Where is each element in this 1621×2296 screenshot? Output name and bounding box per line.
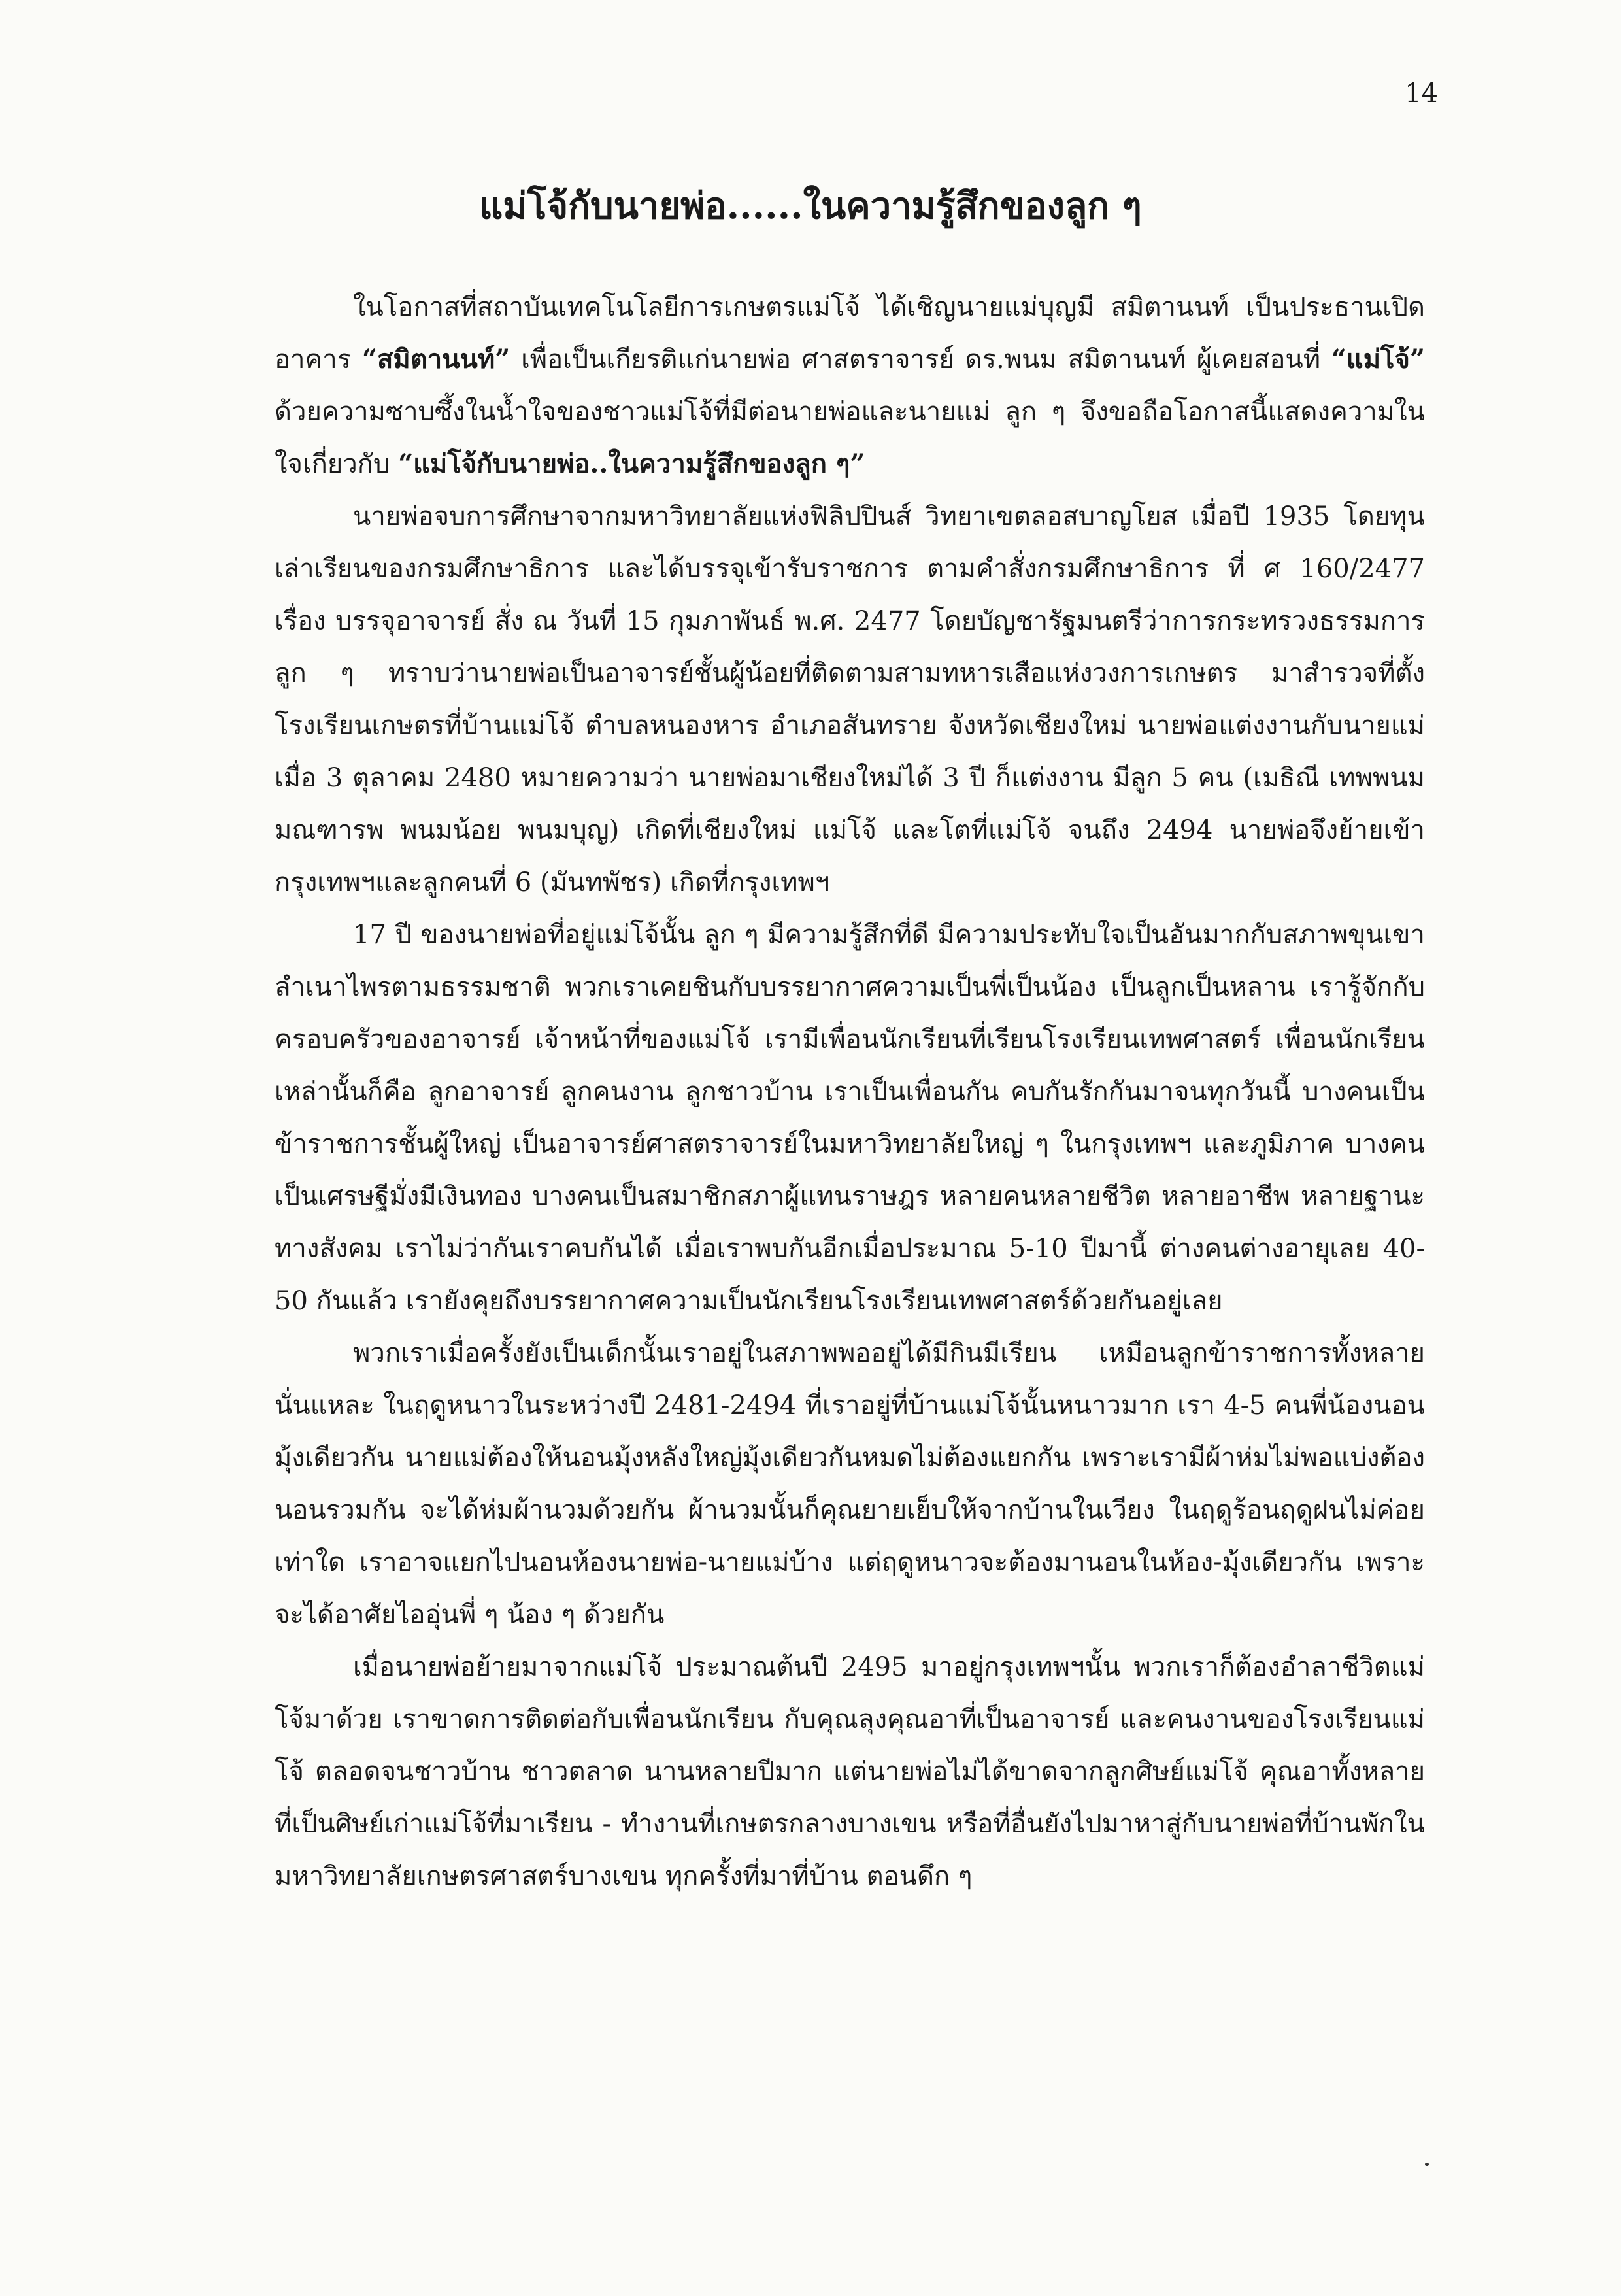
paragraph-memories: 17 ปี ของนายพ่อที่อยู่แม่โจ้นั้น ลูก ๆ มีความรู้สึกที่ดี มีความประทับใจเป็นอันมากกับสภาพขุนเขาลำเนาไพรตามธรรมชาติ พวกเราเคยชินกับบรรยากาศความเป็นพี่เป็นน้อง เป็นลูกเป็นหลาน เรารู้จักกับครอบครัวของอาจารย์ เจ้าหน้าที่ของแม่โจ้ เรามีเพื่อนนักเรียนที่เรียนโรงเรียนเทพศาสตร์ เพื่อนนักเรียนเหล่านั้นก็คือ ลูกอาจารย์ ลูกคนงาน ลูกชาวบ้าน เราเป็นเพื่อนกัน คบกันรักกันมาจนทุกวันนี้ บางคนเป็นข้าราชการชั้นผู้ใหญ่ เป็นอาจารย์ศาสตราจารย์ในมหาวิทยาลัยใหญ่ ๆ ในกรุงเทพฯ และภูมิภาค บางคนเป็นเศรษฐีมั่งมีเงินทอง บางคนเป็นสมาชิกสภาผู้แทนราษฎร หลายคนหลายชีวิต หลายอาชีพ หลายฐานะทางสังคม เราไม่ว่ากันเราคบกันได้ เมื่อเราพบกันอีกเมื่อประมาณ 5-10 ปีมานี้ ต่างคนต่างอายุเลย 40-50 กันแล้ว เรายังคุยถึงบรรยากาศความเป็นนักเรียนโรงเรียนเทพศาสตร์ด้วยกันอยู่เลย: [275, 920, 1425, 1316]
paragraph-childhood: พวกเราเมื่อครั้งยังเป็นเด็กนั้นเราอยู่ในสภาพพออยู่ได้มีกินมีเรียน เหมือนลูกข้าราชการทั้งหลายนั่นแหละ ในฤดูหนาวในระหว่างปี 2481-2494 ที่เราอยู่ที่บ้านแม่โจ้นั้นหนาวมาก เรา 4-5 คนพี่น้องนอนมุ้งเดียวกัน นายแม่ต้องให้นอนมุ้งหลังใหญ่มุ้งเดียวกันหมดไม่ต้องแยกกัน เพราะเรามีผ้าห่มไม่พอแบ่งต้องนอนรวมกัน จะได้ห่มผ้านวมด้วยกัน ผ้านวมนั้นก็คุณยายเย็บให้จากบ้านในเวียง ในฤดูร้อนฤดูฝนไม่ค่อยเท่าใด เราอาจแยกไปนอนห้องนายพ่อ-นายแม่บ้าง แต่ฤดูหนาวจะต้องมานอนในห้อง-มุ้งเดียวกัน เพราะจะได้อาศัยไออุ่นพี่ ๆ น้อง ๆ ด้วยกัน: [275, 1338, 1425, 1630]
paragraph-biography: นายพ่อจบการศึกษาจากมหาวิทยาลัยแห่งฟิลิปปินส์ วิทยาเขตลอสบาญโยส เมื่อปี 1935 โดยทุนเล่าเรียนของกรมศึกษาธิการ และได้บรรจุเข้ารับราชการ ตามคำสั่งกรมศึกษาธิการ ที่ ศ 160/2477 เรื่อง บรรจุอาจารย์ สั่ง ณ วันที่ 15 กุมภาพันธ์ พ.ศ. 2477 โดยบัญชารัฐมนตรีว่าการกระทรวงธรรมการ ลูก ๆ ทราบว่านายพ่อเป็นอาจารย์ชั้นผู้น้อยที่ติดตามสามทหารเสือแห่งวงการเกษตร มาสำรวจที่ตั้งโรงเรียนเกษตรที่บ้านแม่โจ้ ตำบลหนองหาร อำเภอสันทราย จังหวัดเชียงใหม่ นายพ่อแต่งงานกับนายแม่เมื่อ 3 ตุลาคม 2480 หมายความว่า นายพ่อมาเชียงใหม่ได้ 3 ปี ก็แต่งงาน มีลูก 5 คน (เมธิณี เทพพนม มณฑารพ พนมน้อย พนมบุญ) เกิดที่เชียงใหม่ แม่โจ้ และโตที่แม่โจ้ จนถึง 2494 นายพ่อจึงย้ายเข้ากรุงเทพฯและลูกคนที่ 6 (มันทพัชร) เกิดที่กรุงเทพฯ: [275, 501, 1425, 898]
paragraph-relocation: เมื่อนายพ่อย้ายมาจากแม่โจ้ ประมาณต้นปี 2495 มาอยู่กรุงเทพฯนั้น พวกเราก็ต้องอำลาชีวิตแม่โจ้มาด้วย เราขาดการติดต่อกับเพื่อนนักเรียน กับคุณลุงคุณอาที่เป็นอาจารย์ และคนงานของโรงเรียนแม่โจ้ ตลอดจนชาวบ้าน ชาวตลาด นานหลายปีมาก แต่นายพ่อไม่ได้ขาดจากลูกศิษย์แม่โจ้ คุณอาทั้งหลายที่เป็นศิษย์เก่าแม่โจ้ที่มาเรียน - ทำงานที่เกษตรกลางบางเขน หรือที่อื่นยังไปมาหาสู่กับนายพ่อที่บ้านพักในมหาวิทยาลัยเกษตรศาสตร์บางเขน ทุกครั้งที่มาที่บ้าน ตอนดึก ๆ: [275, 1652, 1425, 1891]
scan-speck: [1425, 2163, 1429, 2166]
paragraph-intro-text-1: ในโอกาสที่สถาบันเทคโนโลยีการเกษตรแม่โจ้ ได้เชิญนายแม่บุญมี สมิตานนท์ เป็นประธานเปิดอาคาร: [275, 292, 1425, 375]
maejo-quote: “แม่โจ้”: [1331, 344, 1425, 375]
paragraph-intro-text-2: เพื่อเป็นเกียรติแก่นายพ่อ ศาสตราจารย์ ดร.พนม สมิตานนท์ ผู้เคยสอนที่: [510, 345, 1331, 375]
paragraph-intro-text-3: ด้วยความซาบซึ้งในน้ำใจของชาวแม่โจ้ที่มีต่อนายพ่อและนายแม่ ลูก ๆ จึงขอถือโอกาสนี้แสดงความในใจเกี่ยวกับ: [275, 397, 1425, 479]
page-title: แม่โจ้กับนายพ่อ......ในความรู้สึกของลูก ๆ: [479, 184, 1142, 228]
building-name-quote: “สมิตานนท์”: [361, 344, 510, 375]
article-title-quote: “แม่โจ้กับนายพ่อ..ในความรู้สึกของลูก ๆ”: [398, 448, 865, 479]
page-number: 14: [1405, 78, 1438, 109]
body-text: [275, 281, 1425, 2079]
paragraph-intro: [275, 281, 1425, 490]
